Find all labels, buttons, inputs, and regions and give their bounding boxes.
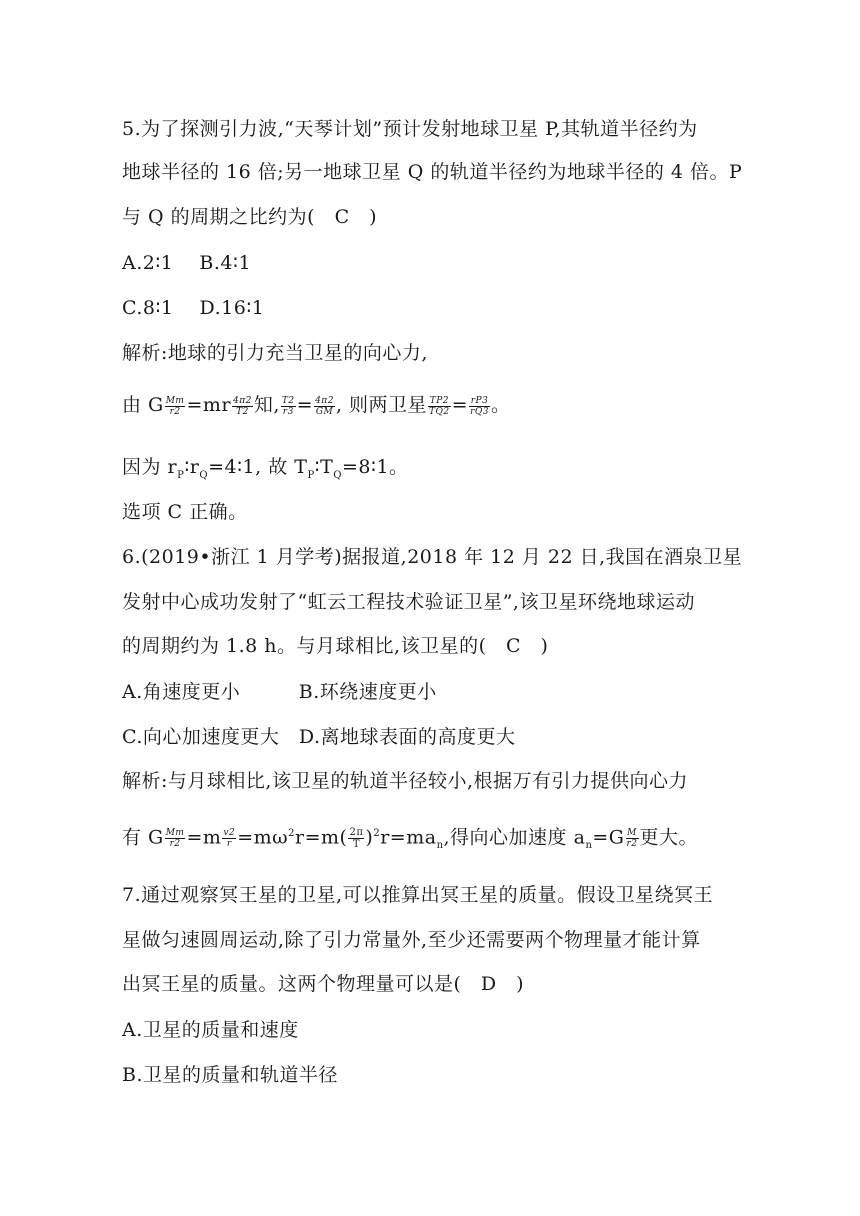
fraction-denominator: r bbox=[226, 838, 232, 849]
superscript: 2 bbox=[373, 828, 381, 839]
fraction bbox=[348, 827, 364, 850]
ratio-text: ∶r bbox=[184, 456, 200, 478]
q5-stem-line-1: 5.为了探测引力波,“天琴计划”预计发射地球卫星 P,其轨道半径约为 bbox=[122, 118, 698, 140]
formula-text: =mr bbox=[186, 394, 231, 416]
fraction-numerator: 2π bbox=[349, 826, 364, 838]
formula-text: =m bbox=[186, 826, 222, 849]
q7-stem-line-2: 星做匀速圆周运动,除了引力常量外,至少还需要两个物理量才能计算 bbox=[122, 929, 701, 951]
fraction-denominator: GM bbox=[315, 406, 334, 417]
q6-formula-line bbox=[122, 822, 698, 858]
ratio-text: ∶T bbox=[314, 456, 334, 478]
fraction bbox=[428, 396, 451, 417]
formula-text: 知, bbox=[253, 394, 280, 416]
q5-stem-line-2: 地球半径的 16 倍;另一地球卫星 Q 的轨道半径约为地球半径的 4 倍。P bbox=[122, 161, 743, 183]
formula-text: = bbox=[296, 394, 314, 416]
fraction bbox=[232, 396, 253, 417]
fraction-denominator: T bbox=[352, 838, 361, 850]
q5-ratio-line bbox=[122, 455, 409, 488]
formula-text: = bbox=[451, 394, 469, 416]
fraction-numerator: TP2 bbox=[429, 395, 449, 406]
q7-option-b: B.卫星的质量和轨道半径 bbox=[122, 1064, 339, 1086]
fraction bbox=[165, 396, 186, 417]
subscript: n bbox=[585, 840, 593, 852]
fraction-numerator: v2 bbox=[223, 827, 236, 838]
fraction-denominator: r2 bbox=[169, 406, 181, 417]
fraction-denominator: r3 bbox=[282, 406, 294, 417]
q5-conclusion: 选项 C 正确。 bbox=[122, 501, 248, 523]
fraction-denominator: TQ2 bbox=[429, 406, 450, 417]
fraction-denominator: r2 bbox=[169, 838, 181, 849]
formula-text: ,得向心加速度 a bbox=[443, 826, 586, 849]
q5-stem-line-3: 与 Q 的周期之比约为( C ) bbox=[122, 206, 378, 228]
q5-options-ab: A.2∶1 B.4∶1 bbox=[122, 252, 252, 274]
formula-text: 由 G bbox=[122, 394, 164, 416]
subscript: P bbox=[307, 469, 315, 481]
q6-stem-line-1: 6.(2019•浙江 1 月学考)据报道,2018 年 12 月 22 日,我国在酒泉卫星 bbox=[122, 546, 743, 568]
superscript: 2 bbox=[288, 828, 296, 839]
q7-option-a: A.卫星的质量和速度 bbox=[122, 1019, 299, 1041]
q6-options-ab: A.角速度更小 B.环绕速度更小 bbox=[122, 681, 437, 703]
ratio-text: =8∶1。 bbox=[342, 456, 409, 478]
formula-text: =G bbox=[592, 826, 625, 849]
fraction bbox=[469, 396, 490, 417]
q5-analysis-line: 解析:地球的引力充当卫星的向心力, bbox=[122, 342, 428, 364]
fraction-numerator: rP3 bbox=[470, 395, 489, 406]
fraction-denominator: T2 bbox=[236, 406, 249, 417]
subscript: n bbox=[436, 840, 444, 852]
q6-analysis-line: 解析:与月球相比,该卫星的轨道半径较小,根据万有引力提供向心力 bbox=[122, 770, 688, 792]
fraction-numerator: T2 bbox=[281, 395, 295, 406]
formula-text: 更大。 bbox=[639, 826, 699, 849]
fraction bbox=[626, 828, 639, 849]
q6-options-cd: C.向心加速度更大 D.离地球表面的高度更大 bbox=[122, 726, 516, 748]
q6-stem-line-2: 发射中心成功发射了“虹云工程技术验证卫星”,该卫星环绕地球运动 bbox=[122, 591, 695, 613]
ratio-text: =4∶1, 故 T bbox=[208, 456, 308, 478]
fraction-numerator: 4π2 bbox=[233, 395, 252, 406]
formula-text: 。 bbox=[491, 394, 511, 416]
q5-formula-line bbox=[122, 393, 511, 417]
ratio-text: 因为 r bbox=[122, 456, 178, 478]
fraction-numerator: Mm bbox=[165, 395, 185, 406]
subscript: Q bbox=[199, 469, 209, 481]
fraction-numerator: 4π2 bbox=[315, 395, 334, 406]
q7-stem-line-1: 7.通过观察冥王星的卫星,可以推算出冥王星的质量。假设卫星绕冥王 bbox=[122, 884, 714, 906]
fraction bbox=[281, 396, 296, 417]
formula-text: r=m( bbox=[295, 826, 348, 849]
q7-stem-line-3: 出冥王星的质量。这两个物理量可以是( D ) bbox=[122, 973, 525, 995]
fraction-numerator: Mm bbox=[165, 827, 185, 838]
q6-stem-line-3: 的周期约为 1.8 h。与月球相比,该卫星的( C ) bbox=[122, 635, 549, 657]
formula-text: ) bbox=[365, 826, 374, 849]
q5-options-cd: C.8∶1 D.16∶1 bbox=[122, 297, 265, 319]
subscript: Q bbox=[333, 469, 342, 481]
formula-text: r=ma bbox=[380, 826, 437, 849]
fraction-denominator: r2 bbox=[626, 838, 638, 849]
formula-text: =mω bbox=[237, 826, 289, 849]
formula-text: , 则两卫星 bbox=[335, 394, 428, 416]
formula-text: 有 G bbox=[122, 826, 164, 849]
fraction-denominator: rQ3 bbox=[470, 406, 489, 417]
fraction bbox=[165, 828, 186, 849]
fraction bbox=[222, 828, 236, 849]
fraction bbox=[314, 396, 335, 417]
fraction-numerator: M bbox=[627, 827, 637, 838]
subscript: P bbox=[177, 469, 185, 481]
